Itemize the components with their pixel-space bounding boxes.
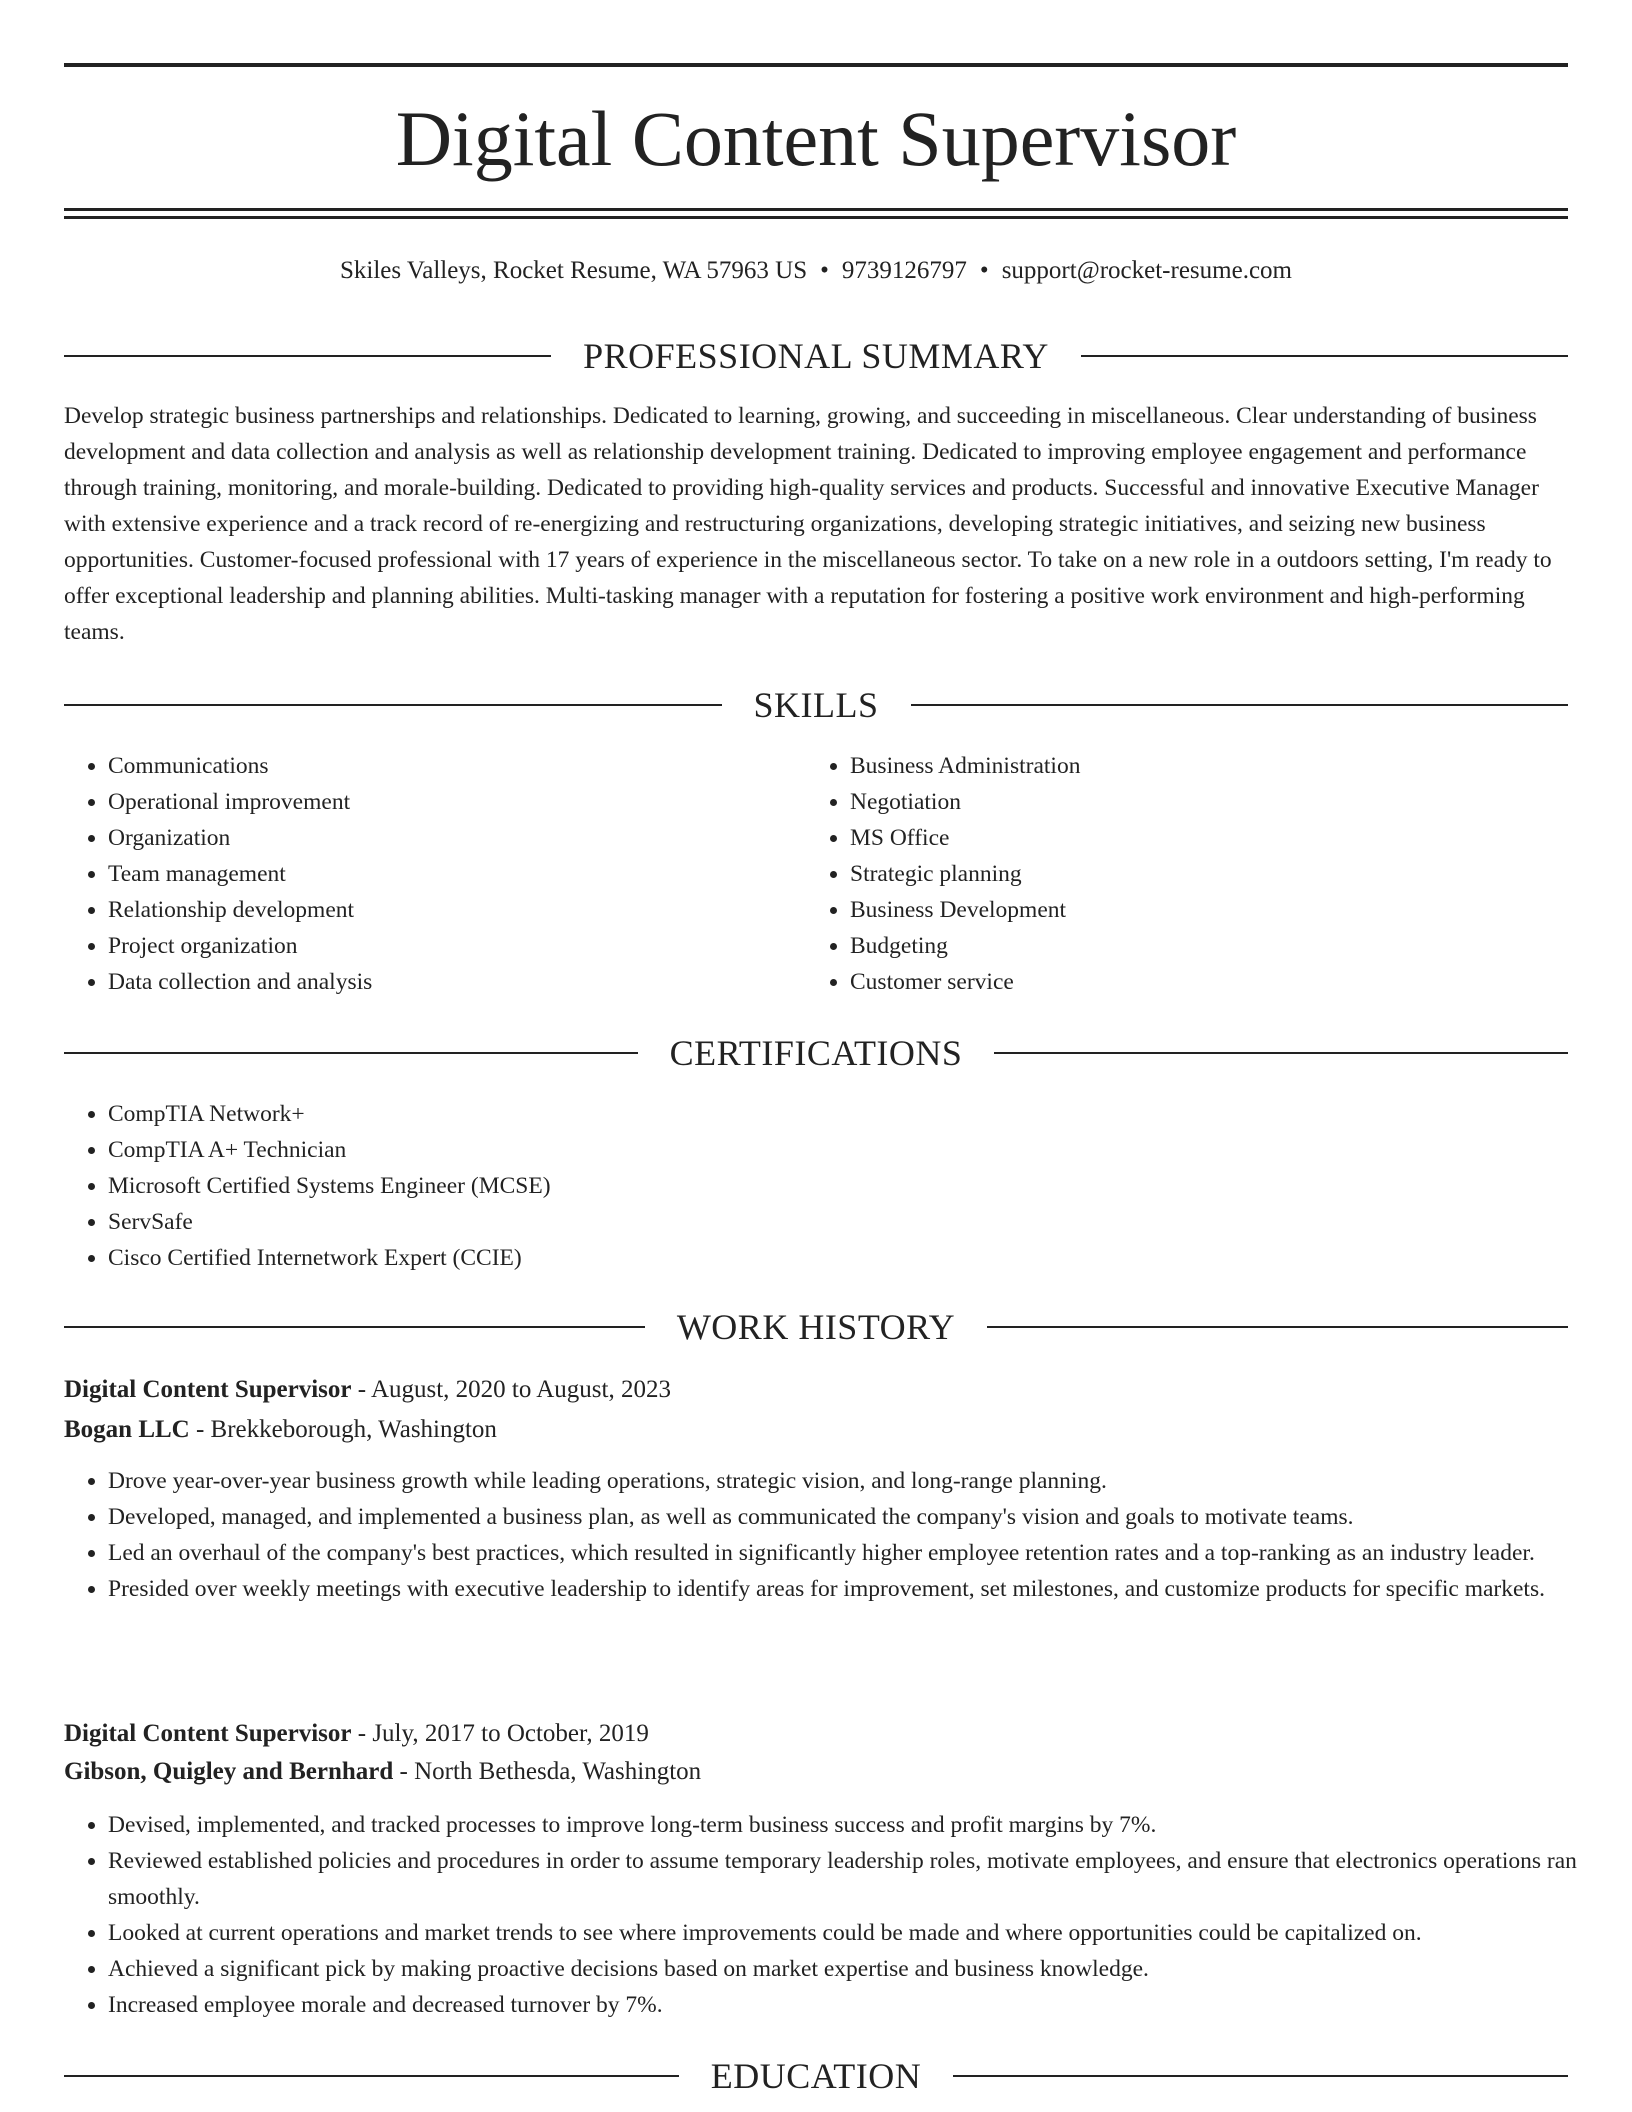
heading-rule-right — [911, 704, 1569, 706]
skill-item: • Business Development — [850, 892, 1550, 928]
job-company: Bogan LLC — [64, 1416, 190, 1443]
job-location: - Brekkeborough, Washington — [189, 1416, 497, 1443]
section-heading-work-history — [64, 1305, 1568, 1349]
section-heading-education — [64, 2054, 1568, 2098]
heading-rule-right — [1081, 355, 1568, 357]
job-role: Digital Content Supervisor — [64, 1720, 352, 1747]
skill-item: • Team management — [108, 856, 808, 892]
job-bullet: • Developed, managed, and implemented a business plan, as well as communicated the company's vision and goals to motivate teams. — [108, 1499, 1612, 1535]
job-title-line — [64, 1371, 1568, 1409]
contact-line — [64, 256, 1568, 286]
contact-phone: 9739126797 — [841, 257, 967, 284]
job-title-line — [64, 1715, 1568, 1753]
resume-name: Digital Content Supervisor — [395, 95, 1237, 182]
heading-rule-left — [64, 1326, 645, 1328]
section-title: EDUCATION — [710, 2056, 922, 2096]
section-heading-skills — [64, 683, 1568, 727]
job-bullet: • Increased employee morale and decreased turnover by 7%. — [108, 1987, 1612, 2023]
job-bullet: • Looked at current operations and market trends to see where improvements could be made and where opportunities could be capitalized on. — [108, 1915, 1612, 1951]
heading-rule-left — [64, 2075, 679, 2077]
heading-rule-right — [987, 1326, 1568, 1328]
section-heading-summary — [64, 334, 1568, 378]
heading-rule-right — [953, 2075, 1568, 2077]
header-double-rule-upper — [64, 208, 1568, 211]
contact-address: Skiles Valleys, Rocket Resume, WA 57963 US — [340, 257, 808, 284]
heading-rule-left — [64, 1052, 638, 1054]
summary-text: Develop strategic business partnerships and relationships. Dedicated to learning, growing, and succeeding in miscellaneous. Clear understanding of business development and data collection and analysis as well as relationship development training. Dedicated to improving employee engagement and performance through training, monitoring, and morale-building. Dedicated to providing high-quality services and products. Successful and innovative Executive Manager with extensive experience and a track record of re-energizing and restructuring organizations, developing strategic initiatives, and seizing new business opportunities. Customer-focused professional with 17 years of experience in the miscellaneous sector. To take on a new role in a outdoors setting, I'm ready to offer exceptional leadership and planning abilities. Multi-tasking manager with a reputation for fostering a positive work environment and high-performing teams. — [64, 403, 1552, 645]
job-dates: - July, 2017 to October, 2019 — [351, 1720, 649, 1747]
heading-rule-left — [64, 704, 722, 706]
job-bullet: • Drove year-over-year business growth while leading operations, strategic vision, and long-range planning. — [108, 1463, 1612, 1499]
job-role: Digital Content Supervisor — [64, 1376, 352, 1403]
certification-item: • Cisco Certified Internetwork Expert (CCIE) — [108, 1240, 1612, 1276]
skill-item: • Negotiation — [850, 784, 1550, 820]
header-double-rule-lower — [64, 216, 1568, 219]
certification-item: • CompTIA Network+ — [108, 1096, 1612, 1132]
skill-item: • Organization — [108, 820, 808, 856]
job-bullets — [64, 1463, 1612, 1607]
skill-item: • Operational improvement — [108, 784, 808, 820]
job-bullet: • Achieved a significant pick by making proactive decisions based on market expertise and business knowledge. — [108, 1951, 1612, 1987]
heading-rule-right — [994, 1052, 1568, 1054]
skill-item: • Customer service — [850, 964, 1550, 1000]
job-bullet: • Presided over weekly meetings with executive leadership to identify areas for improvement, set milestones, and customize products for specific markets. — [108, 1571, 1612, 1607]
contact-email: support@rocket-resume.com — [1001, 257, 1292, 284]
job-location: - North Bethesda, Washington — [393, 1758, 702, 1785]
job-bullet: • Devised, implemented, and tracked processes to improve long-term business success and profit margins by 7%. — [108, 1807, 1612, 1843]
skill-item: • Project organization — [108, 928, 808, 964]
job-bullet: • Led an overhaul of the company's best practices, which resulted in significantly higher employee retention rates and a top-ranking as an industry leader. — [108, 1535, 1612, 1571]
skill-item: • Budgeting — [850, 928, 1550, 964]
skills-list-left — [64, 748, 808, 1000]
job-company-line — [64, 1753, 1568, 1791]
skill-item: • Relationship development — [108, 892, 808, 928]
job-company-line — [64, 1411, 1568, 1449]
skill-item: • MS Office — [850, 820, 1550, 856]
certification-item: • CompTIA A+ Technician — [108, 1132, 1612, 1168]
certification-item: • Microsoft Certified Systems Engineer (MCSE) — [108, 1168, 1612, 1204]
section-title: SKILLS — [753, 685, 879, 725]
heading-rule-left — [64, 355, 551, 357]
skill-item: • Data collection and analysis — [108, 964, 808, 1000]
contact-separator: • — [979, 257, 989, 284]
skills-list-right — [806, 748, 1550, 1000]
skill-item: • Communications — [108, 748, 808, 784]
skill-item: • Business Administration — [850, 748, 1550, 784]
job-bullet: • Reviewed established policies and procedures in order to assume temporary leadership roles, motivate employees, and ensure that electronics operations ran smoothly. — [108, 1843, 1612, 1915]
job-dates: - August, 2020 to August, 2023 — [351, 1376, 671, 1403]
job-company: Gibson, Quigley and Bernhard — [64, 1758, 394, 1785]
certifications-list — [64, 1096, 1612, 1276]
section-title: WORK HISTORY — [676, 1307, 956, 1347]
certification-item: • ServSafe — [108, 1204, 1612, 1240]
section-heading-certifications — [64, 1031, 1568, 1075]
section-title: PROFESSIONAL SUMMARY — [583, 336, 1049, 376]
section-title: CERTIFICATIONS — [669, 1033, 963, 1073]
skill-item: • Strategic planning — [850, 856, 1550, 892]
contact-separator: • — [820, 257, 829, 284]
job-bullets — [64, 1807, 1612, 2023]
header-top-rule — [64, 63, 1568, 67]
